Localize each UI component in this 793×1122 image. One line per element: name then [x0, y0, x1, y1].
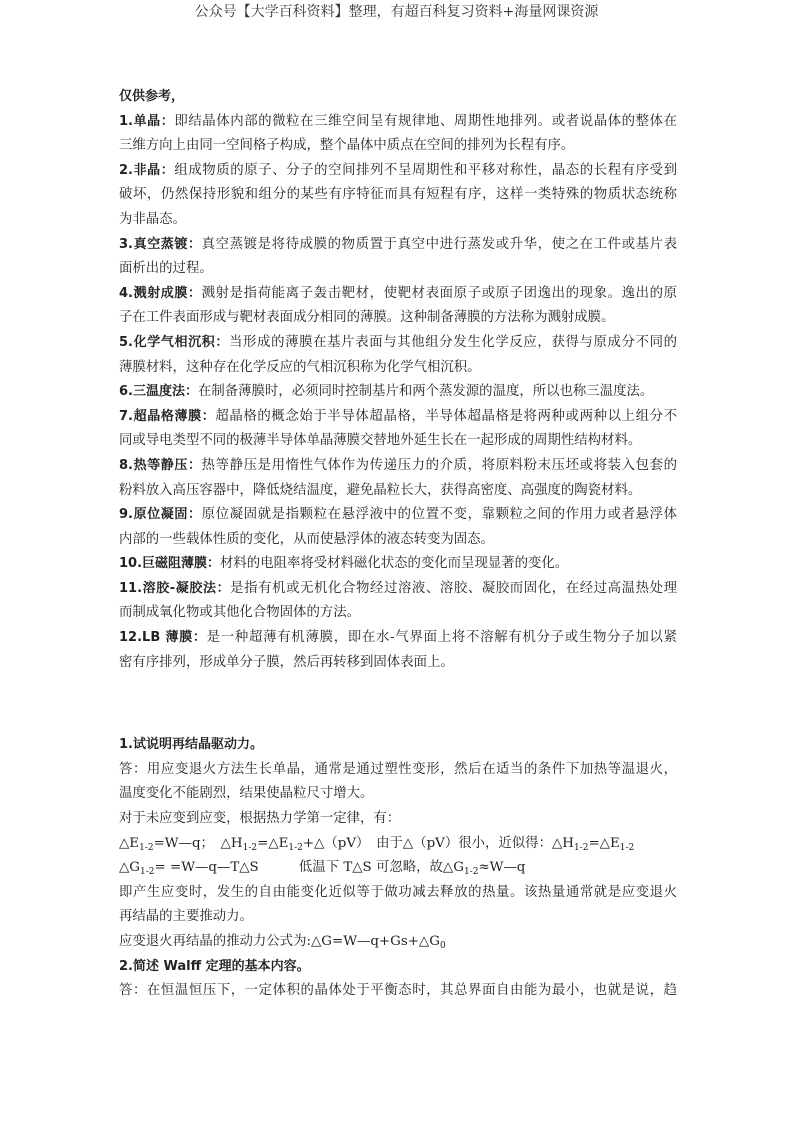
- definition-term: 6.三温度法：: [119, 384, 198, 400]
- q1-answer-line: 答：用应变退火方法生长单晶，通常是通过塑性变形，然后在适当的条件下加热等温退火，: [119, 761, 677, 777]
- page-header-banner: 公众号【大学百科资料】整理，有超百科复习资料+海量网课资源: [194, 4, 599, 20]
- definition-text: 薄膜材料，这种存在化学反应的气相沉积称为化学气相沉积。: [119, 359, 481, 375]
- formula-subscript: 1-2: [463, 867, 479, 878]
- formula-text: △G: [119, 860, 140, 876]
- question-1-title: 1.试说明再结晶驱动力。: [119, 737, 263, 753]
- definition-term: 3.真空蒸镀：: [119, 236, 202, 252]
- definition-text: 破坏，仍然保持形貌和组分的某些有序特征而具有短程有序，这样一类特殊的物质状态统称: [119, 187, 677, 203]
- definition-text: 热等静压是用惰性气体作为传递压力的介质，将原料粉末压坯或将装入包套的: [201, 457, 678, 473]
- definition-text: 是一种超薄有机薄膜，即在水-气界面上将不溶解有机分子或生物分子加以紧: [206, 630, 677, 646]
- definition-text: 同或导电类型不同的极薄半导体单晶薄膜交替地外延生长在一起形成的周期性结构材料。: [119, 433, 642, 449]
- formula-text: △E: [119, 835, 140, 851]
- definition-text: 粉料放入高压容器中，降低烧结温度，避免晶粒长大，获得高密度、高强度的陶瓷材料。: [119, 482, 642, 498]
- formula-line: [119, 832, 677, 857]
- definition-line: [119, 503, 677, 528]
- definition-line: [119, 651, 677, 676]
- definition-line: [119, 110, 677, 135]
- definition-line: [119, 233, 677, 258]
- definition-text: 为非晶态。: [119, 211, 186, 227]
- definition-text: 三维方向上由同一空间格子构成，整个晶体中质点在空间的排列为长程有序。: [119, 138, 575, 154]
- definition-line: [119, 134, 677, 159]
- formula-text: ≈W—q: [478, 860, 526, 876]
- definition-line: [119, 577, 677, 602]
- definition-text: 原位凝固就是指颗粒在悬浮液中的位置不变，靠颗粒之间的作用力或者悬浮体: [201, 507, 678, 523]
- q1-explanation-line: 再结晶的主要推动力。: [119, 909, 253, 925]
- definition-term: 1.单晶：: [119, 113, 175, 129]
- definition-line: [119, 429, 677, 454]
- definition-line: [119, 331, 677, 356]
- definition-text: 超晶格的概念始于半导体超晶格，半导体超晶格是将两种或两种以上组分不: [215, 408, 678, 424]
- q1-answer-line: 对于未应变到应变，根据热力学第一定律，有：: [119, 811, 401, 827]
- definitions-list: [119, 110, 677, 676]
- definition-text: 真空蒸镀是将待成膜的物质置于真空中进行蒸发或升华，使之在工件或基片表: [201, 236, 678, 252]
- intro-note: 仅供参考，: [119, 89, 185, 104]
- q1-explanation-line: 即产生应变时，发生的自由能变化近似等于做功减去释放的热量。该热量通常就是应变退火: [119, 884, 677, 900]
- definition-term: 7.超晶格薄膜：: [119, 408, 216, 424]
- definition-line: [119, 282, 677, 307]
- formula-subscript: 1-2: [139, 842, 154, 853]
- q1-answer-line: 温度变化不能剧烈，结果使晶粒尺寸增大。: [119, 786, 374, 802]
- definition-text: 面析出的过程。: [119, 261, 213, 277]
- definition-text: 材料的电阻率将受材料磁化状态的变化而呈现显著的变化。: [220, 556, 569, 572]
- definition-text: 在制备薄膜时，必须同时控制基片和两个蒸发源的温度，所以也称三温度法。: [197, 384, 654, 400]
- definition-line: [119, 257, 677, 282]
- formula-subscript: 1-2: [573, 842, 589, 853]
- definition-text: 组成物质的原子、分子的空间排列不呈周期性和平移对称性，晶态的长程有序受到: [174, 162, 678, 178]
- formula-subscript: 1-2: [140, 867, 155, 878]
- definition-text: 溅射是指荷能离子轰击靶材，使靶材表面原子或原子团逸出的现象。逸出的原: [201, 285, 678, 301]
- definition-line: [119, 601, 677, 626]
- definition-line: [119, 528, 677, 553]
- definition-text: 密有序排列，形成单分子膜，然后再转移到固体表面上。: [119, 654, 454, 670]
- definition-text: 内部的一些载体性质的变化，从而使悬浮体的液态转变为固态。: [119, 531, 494, 547]
- definition-term: 5.化学气相沉积：: [119, 334, 230, 350]
- definition-term: 2.非晶：: [119, 162, 175, 178]
- formula-text: =W—q； △H: [153, 835, 243, 851]
- definition-line: [119, 183, 677, 208]
- formula-subscript: 0: [439, 941, 446, 951]
- definition-line: [119, 626, 677, 651]
- definition-term: 8.热等静压：: [119, 457, 202, 473]
- formula-text: +△（pV） 由于△（pV）很小，近似得：△H: [302, 835, 574, 851]
- formula-line: [119, 930, 677, 955]
- q2-answer-line: 答：在恒温恒压下，一定体积的晶体处于平衡态时，其总界面自由能为最小，也就是说，趋: [119, 983, 677, 999]
- definition-text: 是指有机或无机化合物经过溶液、溶胶、凝胶而固化，在经过高温热处理: [230, 580, 677, 596]
- section-gap: [119, 675, 677, 733]
- formula-line: [119, 856, 677, 881]
- definition-line: [119, 552, 677, 577]
- definition-term: 11.溶胶-凝胶法：: [119, 580, 231, 596]
- document-body: [119, 85, 677, 1004]
- formula-subscript: 1-2: [242, 842, 258, 853]
- formula-text: =△E: [588, 835, 620, 851]
- definition-term: 12.LB 薄膜：: [119, 630, 207, 646]
- definition-text: 即结晶体内部的微粒在三维空间呈有规律地、周期性地排列。或者说晶体的整体在: [174, 113, 678, 129]
- definition-text: 子在工件表面形成与靶材表面成分相同的薄膜。这种制备薄膜的方法称为溅射成膜。: [119, 310, 615, 326]
- definition-line: [119, 479, 677, 504]
- definition-term: 10.巨磁阻薄膜：: [119, 556, 221, 572]
- definition-line: [119, 159, 677, 184]
- definition-line: [119, 380, 677, 405]
- question-2-title: 2.简述 Walff 定理的基本内容。: [119, 958, 310, 974]
- definition-line: [119, 208, 677, 233]
- definition-line: [119, 306, 677, 331]
- definition-text: 而制成氧化物或其他化合物固体的方法。: [119, 605, 361, 621]
- definition-line: [119, 356, 677, 381]
- definition-term: 9.原位凝固：: [119, 507, 202, 523]
- definition-line: [119, 405, 677, 430]
- definition-term: 4.溅射成膜：: [119, 285, 202, 301]
- formula-text: =△E: [257, 835, 289, 851]
- definition-text: 当形成的薄膜在基片表面与其他组分发生化学反应，获得与原成分不同的: [229, 334, 677, 350]
- formula-text: 应变退火再结晶的推动力公式为:△G=W—q+Gs+△G: [119, 934, 440, 949]
- formula-text: = =W—q—T△S 低温下 T△S 可忽略，故△G: [154, 860, 464, 876]
- formula-subscript: 1-2: [619, 842, 635, 853]
- definition-line: [119, 454, 677, 479]
- formula-subscript: 1-2: [288, 842, 303, 853]
